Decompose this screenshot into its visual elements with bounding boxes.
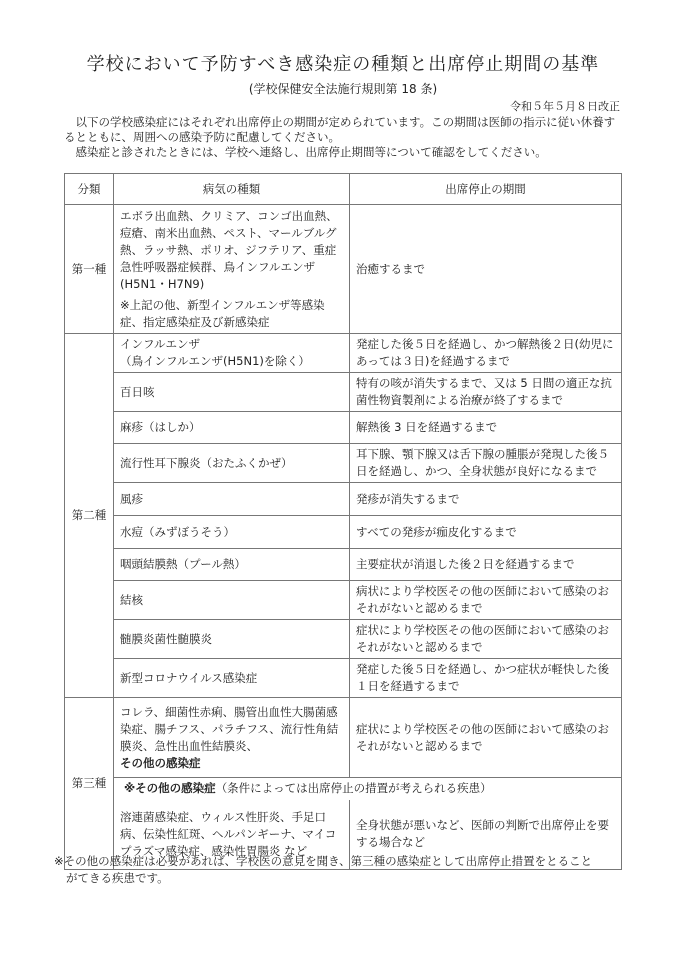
table-row — [65, 483, 622, 516]
other-heading-bold: ※その他の感染症 — [124, 781, 216, 796]
period-cell: 発症した後５日を経過し、かつ解熱後２日(幼児にあっては３日)を経過するまで — [350, 334, 622, 373]
period-cell: 症状により学校医その他の医師において感染のおそれがないと認めるまで — [350, 620, 622, 659]
other-infections-label: その他の感染症 — [120, 755, 201, 770]
category-2: 第二種 — [65, 334, 114, 698]
page-title: 学校において予防すべき感染症の種類と出席停止期間の基準 — [86, 54, 600, 75]
disease-note: （鳥インフルエンザ(H5N1)を除く） — [120, 354, 310, 368]
disease-cell: 結核 — [114, 581, 350, 620]
disease-cell — [114, 698, 350, 778]
intro-paragraph: 感染症と診されたときには、学校へ連絡し、出席停止期間等について確認をしてください。 — [75, 145, 547, 159]
disease-cell: 麻疹（はしか） — [114, 412, 350, 444]
period-cell: 発疹が消失するまで — [350, 483, 622, 516]
other-infections-heading — [114, 778, 622, 800]
disease-list: コレラ、細菌性赤痢、腸管出血性大腸菌感染症、腸チフス、パラチフス、流行性角結膜炎、急性出血性結膜炎、 — [120, 704, 339, 753]
infection-table — [64, 173, 622, 870]
disease-cell: 溶連菌感染症、ウィルス性肝炎、手足口病、伝染性紅斑、ヘルパンギーナ、マイコプラズマ感染症、感染性胃腸炎 など — [114, 800, 350, 870]
table-row — [65, 334, 622, 373]
footnote — [54, 853, 634, 887]
disease-cell: 百日咳 — [114, 373, 350, 412]
period-cell: 病状により学校医その他の医師において感染のおそれがないと認めるまで — [350, 581, 622, 620]
table-row — [65, 444, 622, 483]
header-disease: 病気の種類 — [114, 174, 350, 205]
table-row — [65, 778, 622, 800]
subtitle: (学校保健安全法施行規則第 18 条) — [248, 82, 438, 96]
intro — [64, 115, 624, 160]
category-3: 第三種 — [65, 698, 114, 870]
period-cell: 耳下腺、顎下腺又は舌下腺の腫脹が発現した後５日を経過し、かつ、全身状態が良好になるまで — [350, 444, 622, 483]
disease-cell: 新型コロナウイルス感染症 — [114, 659, 350, 698]
intro-paragraph: 以下の学校感染症にはそれぞれ出席停止の期間が定められています。この期間は医師の指示に従い休養するとともに、周囲への感染予防に配慮してください。 — [64, 115, 616, 144]
table-header — [65, 174, 622, 205]
footnote-line: がてきる疾患です。 — [66, 871, 169, 885]
period-cell: 主要症状が消退した後２日を経過するまで — [350, 549, 622, 581]
disease-cell: 流行性耳下腺炎（おたふくかぜ） — [114, 444, 350, 483]
category-1: 第一種 — [65, 205, 114, 334]
other-heading-note: （条件によっては出席停止の措置が考えられる疾患） — [215, 781, 492, 796]
disease-cell — [114, 334, 350, 373]
period-cell: すべての発疹が痂皮化するまで — [350, 516, 622, 549]
table-row — [65, 549, 622, 581]
table-row — [65, 659, 622, 698]
disease-note: ※上記の他、新型インフルエンザ等感染症、指定感染症及び新感染症 — [120, 297, 325, 329]
disease-cell: 風疹 — [114, 483, 350, 516]
period-cell: 治癒するまで — [350, 205, 622, 334]
disease-name: インフルエンザ — [120, 337, 201, 351]
footnote-line: ※その他の感染症は必要があれば、学校医の意見を聞き、第三種の感染症として出席停止措置をとること — [54, 854, 593, 868]
disease-cell — [114, 205, 350, 334]
period-cell: 全身状態が悪いなど、医師の判断で出席停止を要する場合など — [350, 800, 622, 870]
table-row — [65, 516, 622, 549]
table-row — [65, 620, 622, 659]
table-row — [65, 373, 622, 412]
period-cell: 解熱後 3 日を経過するまで — [350, 412, 622, 444]
disease-cell: 咽頭結膜熱（プール熱） — [114, 549, 350, 581]
disease-cell: 水痘（みずぼうそう） — [114, 516, 350, 549]
header-category: 分類 — [65, 174, 114, 205]
period-cell: 症状により学校医その他の医師において感染のおそれがないと認めるまで — [350, 698, 622, 778]
table-row — [65, 412, 622, 444]
table-row — [65, 205, 622, 334]
period-cell: 特有の咳が消失するまで、又は 5 日間の適正な抗菌性物資製剤による治療が終了するまで — [350, 373, 622, 412]
disease-cell: 髄膜炎菌性髄膜炎 — [114, 620, 350, 659]
table-row — [65, 581, 622, 620]
period-cell: 発症した後５日を経過し、かつ症状が軽快した後１日を経過するまで — [350, 659, 622, 698]
disease-list: エボラ出血熱、クリミア、コンゴ出血熱、痘瘡、南米出血熱、ペスト、マールブルグ熱、ラッサ熱、ポリオ、ジフテリア、重症急性呼吸器症候群、鳥インフルエンザ (H5N1・H7N9) — [120, 208, 338, 291]
header-period: 出席停止の期間 — [350, 174, 622, 205]
revision-date: 令和５年５月８日改正 — [510, 100, 620, 113]
table-row — [65, 698, 622, 778]
